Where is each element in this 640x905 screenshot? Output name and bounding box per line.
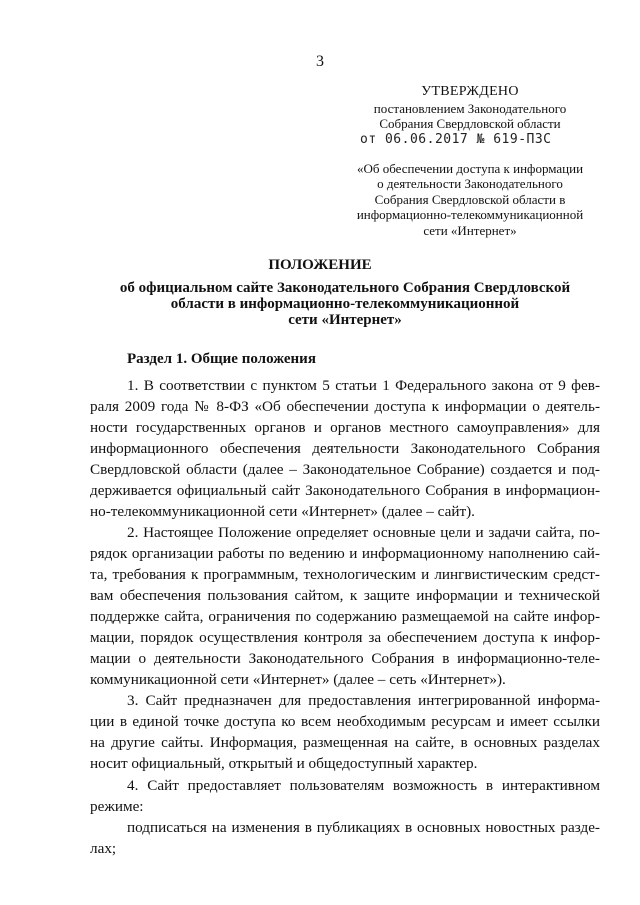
paragraph-2: [90, 522, 600, 690]
text-line: 3. Сайт предназначен для предоставления интегрированной информа-: [127, 692, 600, 709]
text-line: Свердловской области (далее – Законодательное Собрание) создается и под-: [90, 461, 600, 478]
text-line: режиме:: [90, 798, 144, 815]
approval-line-1: постановлением Законодательного: [373, 101, 567, 116]
text-line: раля 2009 года № 8-ФЗ «Об обеспечении доступа к информации о деятель-: [90, 398, 600, 415]
subtitle-line: области в информационно-телекоммуникационной: [170, 296, 520, 312]
text-line: рядок организации работы по ведению и информационному наполнению сай-: [90, 545, 600, 562]
text-line: лах;: [90, 840, 117, 857]
text-line: мации, порядок осуществления контроля за обеспечением доступа к инфор-: [90, 629, 600, 646]
text-line: информационного обеспечения деятельности Законодательного Собрания: [90, 440, 600, 457]
text-line: подписаться на изменения в публикациях в основных новостных разде-: [127, 819, 600, 836]
text-line: 1. В соответствии с пунктом 5 статьи 1 Федерального закона от 9 фев-: [127, 377, 600, 394]
text-line: вам обеспечения пользования сайтом, к защите информации и технической: [90, 587, 600, 604]
text-line: коммуникационной сети «Интернет» (далее – сеть «Интернет»).: [90, 671, 506, 688]
text-line: на другие сайты. Информация, размещенная на сайте, в основных разделах: [90, 734, 600, 751]
document-subtitle: [100, 280, 590, 328]
text-line: но-телекоммуникационной сети «Интернет» (далее – сайт).: [90, 503, 475, 520]
about-line: информационно-телекоммуникационной: [356, 207, 584, 223]
paragraph-3: [90, 690, 600, 774]
text-line: ции в единой точке доступа ко всем необходимым ресурсам и имеет ссылки: [90, 713, 600, 730]
about-line: сети «Интернет»: [423, 222, 517, 238]
document-title: ПОЛОЖЕНИЕ: [268, 257, 372, 273]
approval-about: [300, 161, 640, 238]
approval-block: [300, 84, 640, 131]
approval-line-2: Собрания Свердловской области: [379, 116, 561, 131]
approval-title: УТВЕРЖДЕНО: [421, 84, 519, 99]
text-line: та, требования к программным, технологическим и лингвистическим средст-: [90, 566, 600, 583]
text-line: держивается официальный сайт Законодательного Собрания в информацион-: [90, 482, 600, 499]
subtitle-line: сети «Интернет»: [288, 312, 402, 328]
subtitle-line: об официальном сайте Законодательного Собрания Свердловской: [119, 280, 571, 296]
about-line: Собрания Свердловской области в: [374, 191, 566, 207]
paragraph-4: [90, 775, 600, 817]
text-line: мации о деятельности Законодательного Собрания в информационно-теле-: [90, 650, 600, 667]
text-line: 4. Сайт предоставляет пользователям возможность в интерактивном: [127, 777, 600, 794]
paragraph-1: [90, 375, 600, 522]
text-line: носит официальный, открытый и общедоступный характер.: [90, 755, 478, 772]
about-line: о деятельности Законодательного: [377, 176, 563, 192]
paragraph-5: [90, 817, 600, 859]
text-line: поддержке сайта, ограничения по содержанию размещаемой на сайте инфор-: [90, 608, 600, 625]
text-line: 2. Настоящее Положение определяет основные цели и задачи сайта, по-: [127, 524, 600, 541]
section-title: Раздел 1. Общие положения: [127, 351, 316, 367]
approval-date-stamp: от 06.06.2017 № 619-ПЗС: [360, 132, 552, 147]
about-line: «Об обеспечении доступа к информации: [356, 161, 584, 176]
page-number: 3: [316, 53, 324, 70]
text-line: ности государственных органов и органов местного самоуправления» для: [90, 419, 600, 436]
